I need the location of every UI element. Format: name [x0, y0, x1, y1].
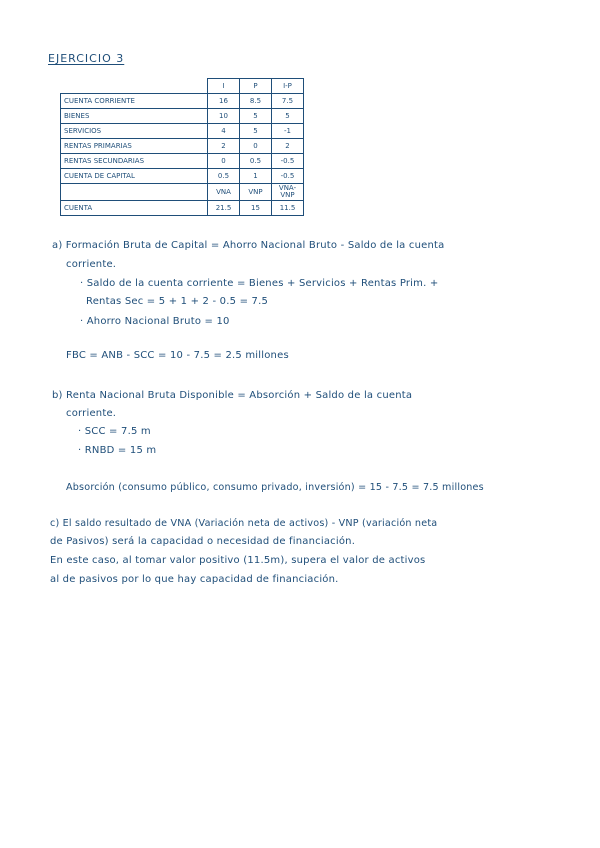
- cell-i: 16: [208, 94, 240, 109]
- col-subheader-vnp: VNP: [240, 184, 272, 201]
- cell-ip: -0.5: [272, 169, 304, 184]
- table-row: [61, 124, 304, 139]
- cell-i: 10: [208, 109, 240, 124]
- table-header-row: [61, 79, 304, 94]
- table-row: [61, 201, 304, 216]
- section-b-line2: corriente.: [66, 408, 117, 419]
- cell-p: 8.5: [240, 94, 272, 109]
- table-row: [61, 139, 304, 154]
- balance-table: [60, 78, 304, 216]
- table-row: [61, 169, 304, 184]
- row-label: CUENTA DE CAPITAL: [61, 169, 208, 184]
- cell-p: 5: [240, 109, 272, 124]
- cell-i: 4: [208, 124, 240, 139]
- cell-ip: -1: [272, 124, 304, 139]
- cell-p: 5: [240, 124, 272, 139]
- section-a-result: FBC = ANB - SCC = 10 - 7.5 = 2.5 millones: [66, 350, 289, 361]
- cell-p: 1: [240, 169, 272, 184]
- row-label: CUENTA CORRIENTE: [61, 94, 208, 109]
- exercise-title: EJERCICIO 3: [48, 52, 125, 65]
- row-label: RENTAS PRIMARIAS: [61, 139, 208, 154]
- cell-i: 0.5: [208, 169, 240, 184]
- table-subheader-row: [61, 184, 304, 201]
- cell-p: 0.5: [240, 154, 272, 169]
- col-header-i: I: [208, 79, 240, 94]
- cell-p: 15: [240, 201, 272, 216]
- row-label: CUENTA: [61, 201, 208, 216]
- section-c-line1: c) El saldo resultado de VNA (Variación neta de activos) - VNP (variación neta: [50, 518, 438, 529]
- row-label-empty: [61, 184, 208, 201]
- section-c-line2: de Pasivos) será la capacidad o necesidad de financiación.: [50, 536, 356, 547]
- section-c-line4: al de pasivos por lo que hay capacidad de financiación.: [50, 574, 339, 585]
- section-a-line2: corriente.: [66, 259, 117, 270]
- cell-ip: 7.5: [272, 94, 304, 109]
- section-b-bullet1: · SCC = 7.5 m: [78, 426, 151, 437]
- table-row: [61, 154, 304, 169]
- col-header-ip: I-P: [272, 79, 304, 94]
- cell-i: 0: [208, 154, 240, 169]
- cell-ip: 11.5: [272, 201, 304, 216]
- col-subheader-diff: VNA-VNP: [272, 184, 304, 201]
- row-label: RENTAS SECUNDARIAS: [61, 154, 208, 169]
- cell-ip: 5: [272, 109, 304, 124]
- section-b-bullet2: · RNBD = 15 m: [78, 445, 157, 456]
- section-a-bullet2: · Ahorro Nacional Bruto = 10: [80, 316, 230, 327]
- section-a-bullet1a: · Saldo de la cuenta corriente = Bienes + Servicios + Rentas Prim. +: [80, 278, 439, 289]
- section-c-line3: En este caso, al tomar valor positivo (11.5m), supera el valor de activos: [50, 555, 426, 566]
- section-a-line1: a) Formación Bruta de Capital = Ahorro Nacional Bruto - Saldo de la cuenta: [52, 240, 445, 251]
- cell-i: 21.5: [208, 201, 240, 216]
- row-label: BIENES: [61, 109, 208, 124]
- cell-ip: -0.5: [272, 154, 304, 169]
- section-b-line1: b) Renta Nacional Bruta Disponible = Absorción + Saldo de la cuenta: [52, 390, 413, 401]
- table-row: [61, 94, 304, 109]
- section-b-result: Absorción (consumo público, consumo privado, inversión) = 15 - 7.5 = 7.5 millones: [66, 482, 484, 493]
- col-subheader-vna: VNA: [208, 184, 240, 201]
- section-a-bullet1b: Rentas Sec = 5 + 1 + 2 - 0.5 = 7.5: [86, 296, 269, 307]
- row-label: SERVICIOS: [61, 124, 208, 139]
- col-header-p: P: [240, 79, 272, 94]
- cell-ip: 2: [272, 139, 304, 154]
- table-corner: [61, 79, 208, 94]
- table-row: [61, 109, 304, 124]
- cell-p: 0: [240, 139, 272, 154]
- cell-i: 2: [208, 139, 240, 154]
